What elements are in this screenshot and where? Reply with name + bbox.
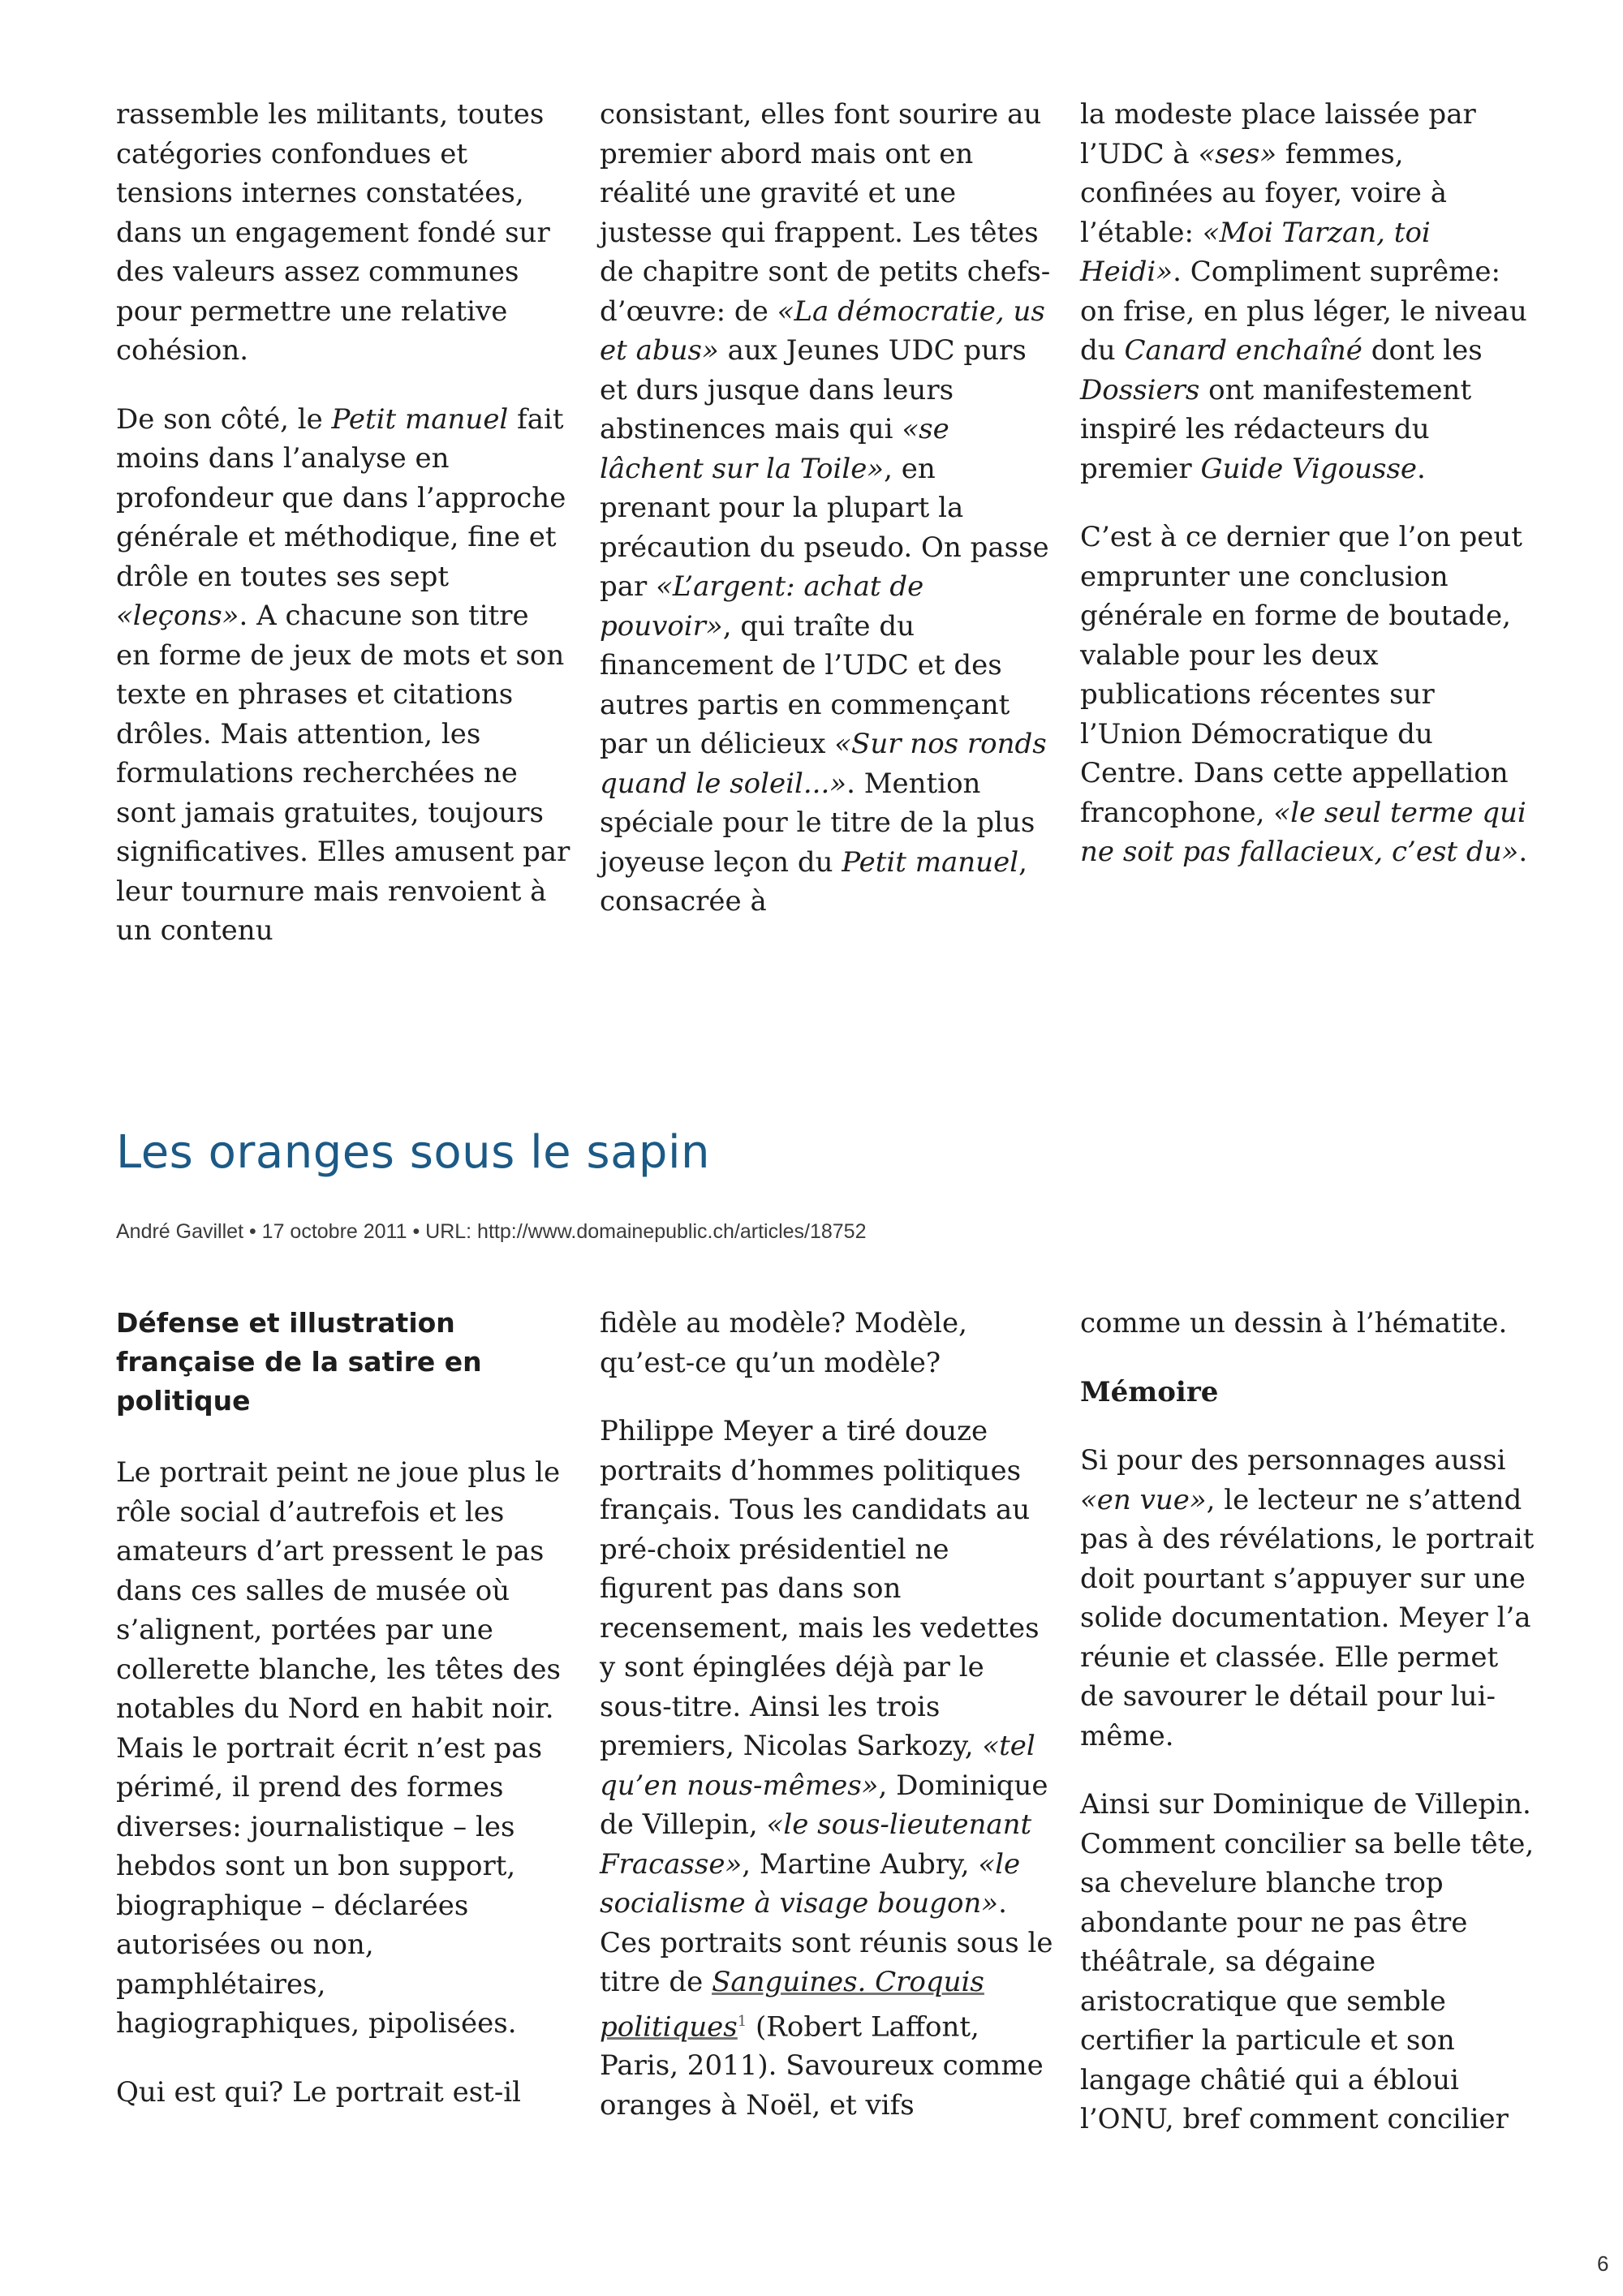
paragraph: Ainsi sur Dominique de Villepin. Comment concilier sa belle tête, sa chevelure blanche trop abondante pour ne pas être théâtrale, sa dégaine aristocratique que semble certifier la particule et son langage châtié qui a ébloui l’ONU, bref comment concilier [1080, 1788, 1535, 2135]
paragraph: Le portrait peint ne joue plus le rôle social d’autrefois et les amateurs d’art pressent le pas dans ces salles de musée où s’alignent, portées par une collerette blanche, les têtes des notables du Nord en habit noir. Mais le portrait écrit n’est pas périmé, il prend des formes diverses: journalistique – les hebdos sont un bon support, biographique – déclarées autorisées ou non, pamphlétaires, hagiographiques, pipolisées. [116, 1456, 561, 2040]
prev-article-column-2 [600, 95, 1054, 922]
paragraph: la modeste place laissée par l’UDC à «ses» femmes, confinées au foyer, voire à l’étable: «Moi Tarzan, toi Heidi». Compliment suprême: on frise, en plus léger, le niveau du Canard enchaîné dont les Dossiers ont manifestement inspiré les rédacteurs du premier Guide Vigousse. [1080, 98, 1527, 485]
article-column-1 [116, 1304, 570, 2112]
prev-article-column-3 [1080, 95, 1535, 872]
paragraph: fidèle au modèle? Modèle, qu’est-ce qu’un modèle? [600, 1307, 967, 1379]
paragraph: De son côté, le Petit manuel fait moins dans l’analyse en profondeur que dans l’approche générale et méthodique, fine et drôle en toutes ses sept «leçons». A chacune son titre en forme de jeux de mots et son texte en phrases et citations drôles. Mais attention, les formulations recherchées ne sont jamais gratuites, toujours significatives. Elles amusent par leur tournure mais renvoient à un contenu [116, 402, 570, 947]
prev-article-column-1 [116, 95, 570, 951]
page-number: 6 [1597, 2251, 1609, 2276]
paragraph: Philippe Meyer a tiré douze portraits d’hommes politiques français. Tous les candidats au pré-choix présidentiel ne figurent pas dans son recensement, mais les vedettes y sont épinglées déjà par le sous-titre. Ainsi les trois premiers, Nicolas Sarkozy, «tel qu’en nous-mêmes», Dominique de Villepin, «le sous-lieutenant Fracasse», Martine Aubry, «le socialisme à visage bougon». Ces portraits sont réunis sous le titre de Sanguines. Croquis politiques$^1$ (Robert Laffont, Paris, 2011). Savoureux comme oranges à Noël, et vifs [600, 1415, 1053, 2122]
article-column-3 [1080, 1304, 1535, 2139]
article-meta: André Gavillet • 17 octobre 2011 • URL: http://www.domainepublic.ch/articles/18752 [116, 1220, 867, 1243]
footnote-marker[interactable]: 1 [737, 2012, 747, 2030]
book-title-link[interactable]: Sanguines. Croquis politiques [600, 1966, 984, 2043]
paragraph: Si pour des personnages aussi «en vue», le lecteur ne s’attend pas à des révélations, le portrait doit pourtant s’appuyer sur une solide documentation. Meyer l’a réunie et classée. Elle permet de savourer le détail pour lui-même. [1080, 1444, 1535, 1752]
article-column-2 [600, 1304, 1054, 2125]
section-heading: Défense et illustration française de la satire en politique [116, 1307, 482, 1417]
article-title: Les oranges sous le sapin [116, 1126, 711, 1179]
paragraph: comme un dessin à l’hématite. [1080, 1307, 1508, 1339]
paragraph: Qui est qui? Le portrait est-il [116, 2075, 522, 2109]
paragraph: rassemble les militants, toutes catégories confondues et tensions internes constatées, dans un engagement fondé sur des valeurs assez communes pour permettre une relative cohésion. [116, 98, 550, 367]
paragraph: C’est à ce dernier que l’on peut emprunter une conclusion générale en forme de boutade, valable pour les deux publications récentes sur l’Union Démocratique du Centre. Dans cette appellation francophone, «le seul terme qui ne soit pas fallacieux, c’est du». [1080, 521, 1528, 868]
paragraph: consistant, elles font sourire au premier abord mais ont en réalité une gravité et une justesse qui frappent. Les têtes de chapitre sont de petits chefs-d’œuvre: de «La démocratie, us et abus» aux Jeunes UDC purs et durs jusque dans leurs abstinences mais qui «se lâchent sur la Toile», en prenant pour la plupart la précaution du pseudo. On passe par «L’argent: achat de pouvoir», qui traîte du financement de l’UDC et des autres partis en commençant par un délicieux «Sur nos ronds quand le soleil...». Mention spéciale pour le titre de la plus joyeuse leçon du Petit manuel, consacrée à [600, 98, 1051, 918]
section-heading: Mémoire [1080, 1375, 1219, 1408]
